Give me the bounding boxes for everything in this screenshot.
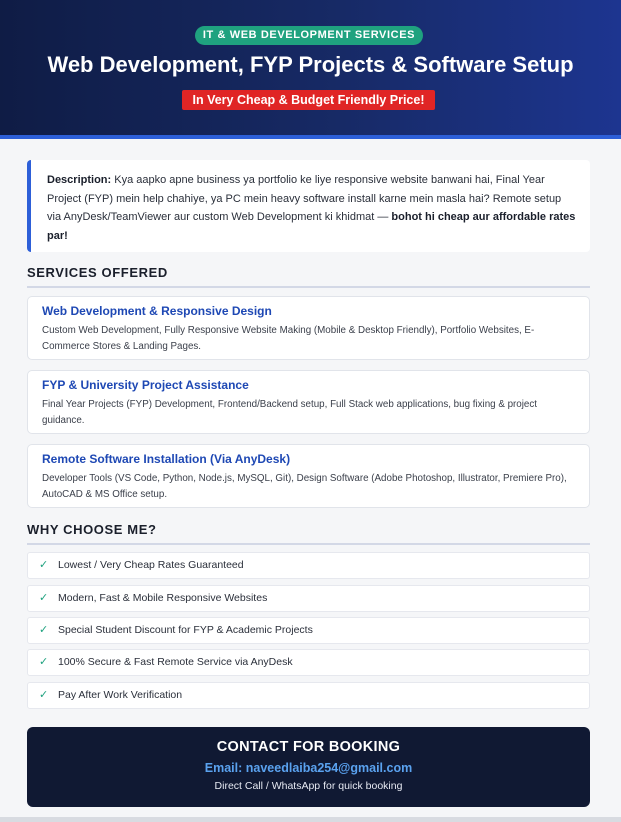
service-text: Final Year Projects (FYP) Development, Frontend/Backend setup, Full Stack web applications, bug fixing & project guidance.	[42, 399, 537, 426]
description-box	[27, 160, 590, 252]
contact-box	[27, 727, 590, 807]
why-item	[27, 552, 590, 579]
checkmark-icon: ✓	[39, 624, 49, 636]
why-item-label: Lowest / Very Cheap Rates Guaranteed	[58, 559, 244, 571]
service-title: Web Development & Responsive Design	[42, 304, 272, 318]
service-card-web-development	[27, 296, 590, 360]
description-label: Description:	[47, 174, 112, 186]
service-text: Developer Tools (VS Code, Python, Node.js, MySQL, Git), Design Software (Adobe Photoshop, Illustrator, Premiere Pro), AutoCAD & MS Office setup.	[42, 473, 567, 500]
service-text: Custom Web Development, Fully Responsive Website Making (Mobile & Desktop Friendly), Portfolio Websites, E-Commerce Stores & Landing Pages.	[42, 325, 535, 352]
contact-email[interactable]: Email: naveedlaiba254@gmail.com	[204, 761, 413, 775]
checkmark-icon: ✓	[39, 656, 49, 668]
checkmark-icon: ✓	[39, 559, 49, 571]
contact-title: CONTACT FOR BOOKING	[216, 739, 401, 755]
service-title: FYP & University Project Assistance	[42, 378, 249, 392]
why-item-label: 100% Secure & Fast Remote Service via AnyDesk	[58, 656, 293, 668]
page-title: Web Development, FYP Projects & Software Setup	[47, 52, 574, 77]
why-item-label: Pay After Work Verification	[58, 689, 183, 701]
why-item	[27, 682, 590, 709]
why-item-label: Modern, Fast & Mobile Responsive Websites	[58, 592, 268, 604]
checkmark-icon: ✓	[39, 689, 49, 701]
why-item	[27, 617, 590, 644]
description-text: Kya aapko apne business ya portfolio ke liye responsive website banwani hai, Final Year Project (FYP) mein help chahiye, ya PC mein heavy software install karne mein masla hai? Remote setup via AnyDesk/TeamViewer aur custom Web Development ki khidmat —	[47, 174, 562, 223]
service-card-fyp-assistance	[27, 370, 590, 434]
checkmark-icon: ✓	[39, 592, 49, 604]
why-item	[27, 585, 590, 612]
description-highlight: bohot hi cheap aur affordable rates par!	[47, 211, 576, 242]
why-heading: WHY CHOOSE ME?	[27, 522, 590, 545]
why-item-label: Special Student Discount for FYP & Academic Projects	[58, 624, 313, 636]
contact-note: Direct Call / WhatsApp for quick booking	[214, 780, 403, 792]
service-card-remote-installation	[27, 444, 590, 508]
why-item	[27, 649, 590, 676]
services-heading: SERVICES OFFERED	[27, 265, 590, 288]
category-tag: IT & WEB DEVELOPMENT SERVICES	[195, 26, 423, 45]
bottom-divider	[0, 817, 621, 822]
service-title: Remote Software Installation (Via AnyDesk)	[42, 452, 291, 466]
price-badge: In Very Cheap & Budget Friendly Price!	[182, 90, 435, 110]
header-banner	[0, 0, 621, 139]
